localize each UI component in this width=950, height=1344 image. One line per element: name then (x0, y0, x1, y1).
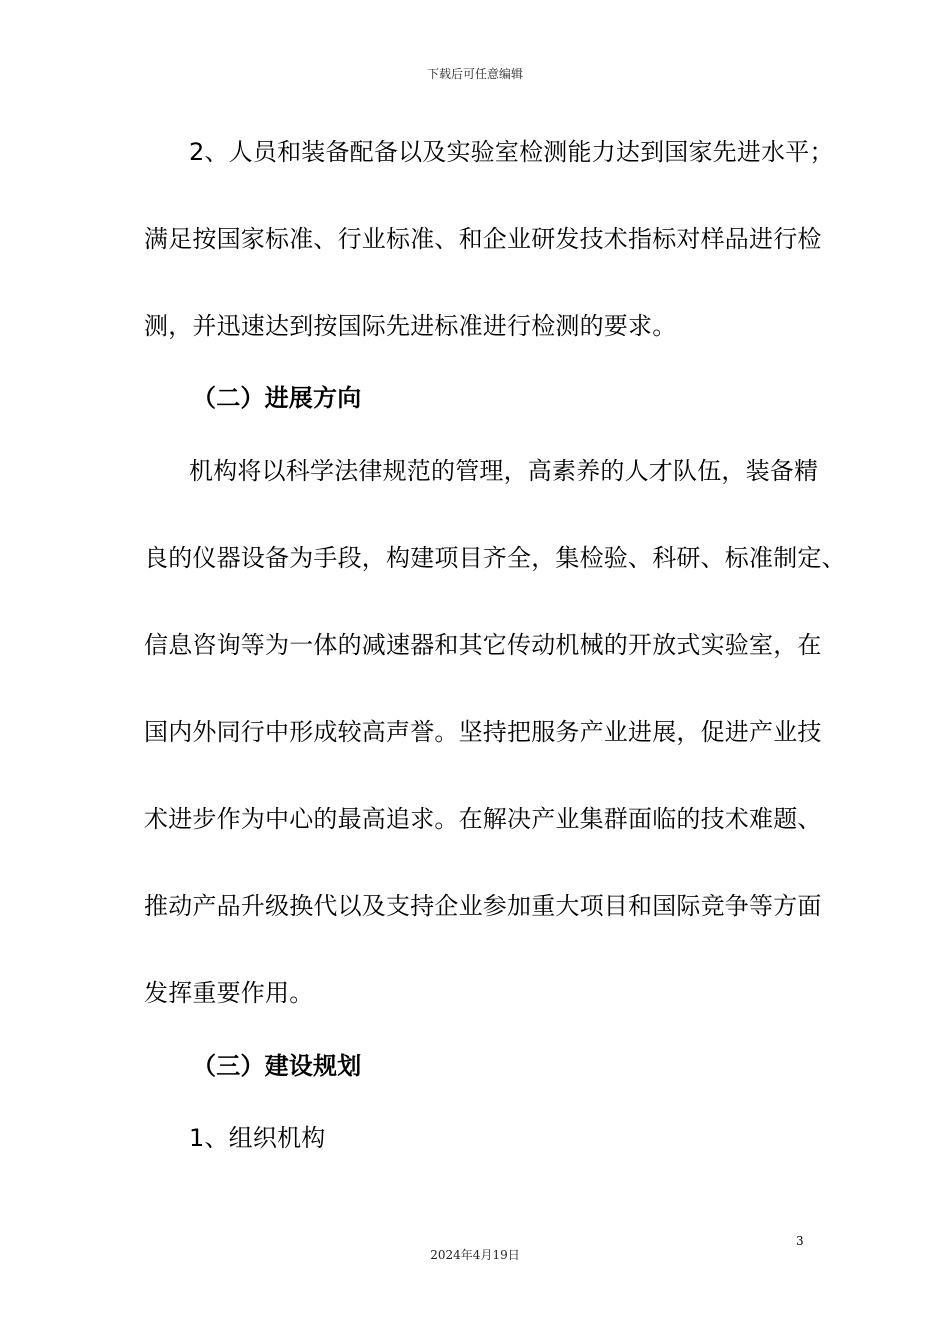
page-footer-date: 2024年4月19日 (430, 1248, 520, 1262)
paragraph-line-6: 信息咨询等为一体的减速器和其它传动机械的开放式实验室，在 (144, 631, 822, 659)
paragraph-line-2: 满足按国家标准、行业标准、和企业研发技术指标对样品进行检 (144, 225, 822, 253)
paragraph-line-9: 推动产品升级换代以及支持企业参加重大项目和国际竞争等方面 (144, 892, 822, 920)
paragraph-line-3: 测，并迅速达到按国际先进标准进行检测的要求。 (144, 312, 677, 340)
section-heading-3: （三）建设规划 (192, 1052, 362, 1080)
paragraph-line-10: 发挥重要作用。 (144, 979, 314, 1007)
subsection-title: 1、组织机构 (189, 1124, 326, 1152)
page-header: 下载后可任意编辑 (426, 67, 523, 81)
paragraph-line-1: 2、人员和装备配备以及实验室检测能力达到国家先进水平； (189, 138, 834, 166)
paragraph-line-4: 机构将以科学法律规范的管理，高素养的人才队伍，装备精 (189, 457, 819, 485)
paragraph-line-5: 良的仪器设备为手段，构建项目齐全，集检验、科研、标准制定、 (144, 544, 846, 572)
paragraph-line-7: 国内外同行中形成较高声誉。坚持把服务产业进展，促进产业技 (144, 718, 822, 746)
paragraph-line-8: 术进步作为中心的最高追求。在解决产业集群面临的技术难题、 (144, 805, 822, 833)
page-number: 3 (796, 1234, 804, 1248)
section-heading-2: （二）进展方向 (192, 384, 362, 412)
